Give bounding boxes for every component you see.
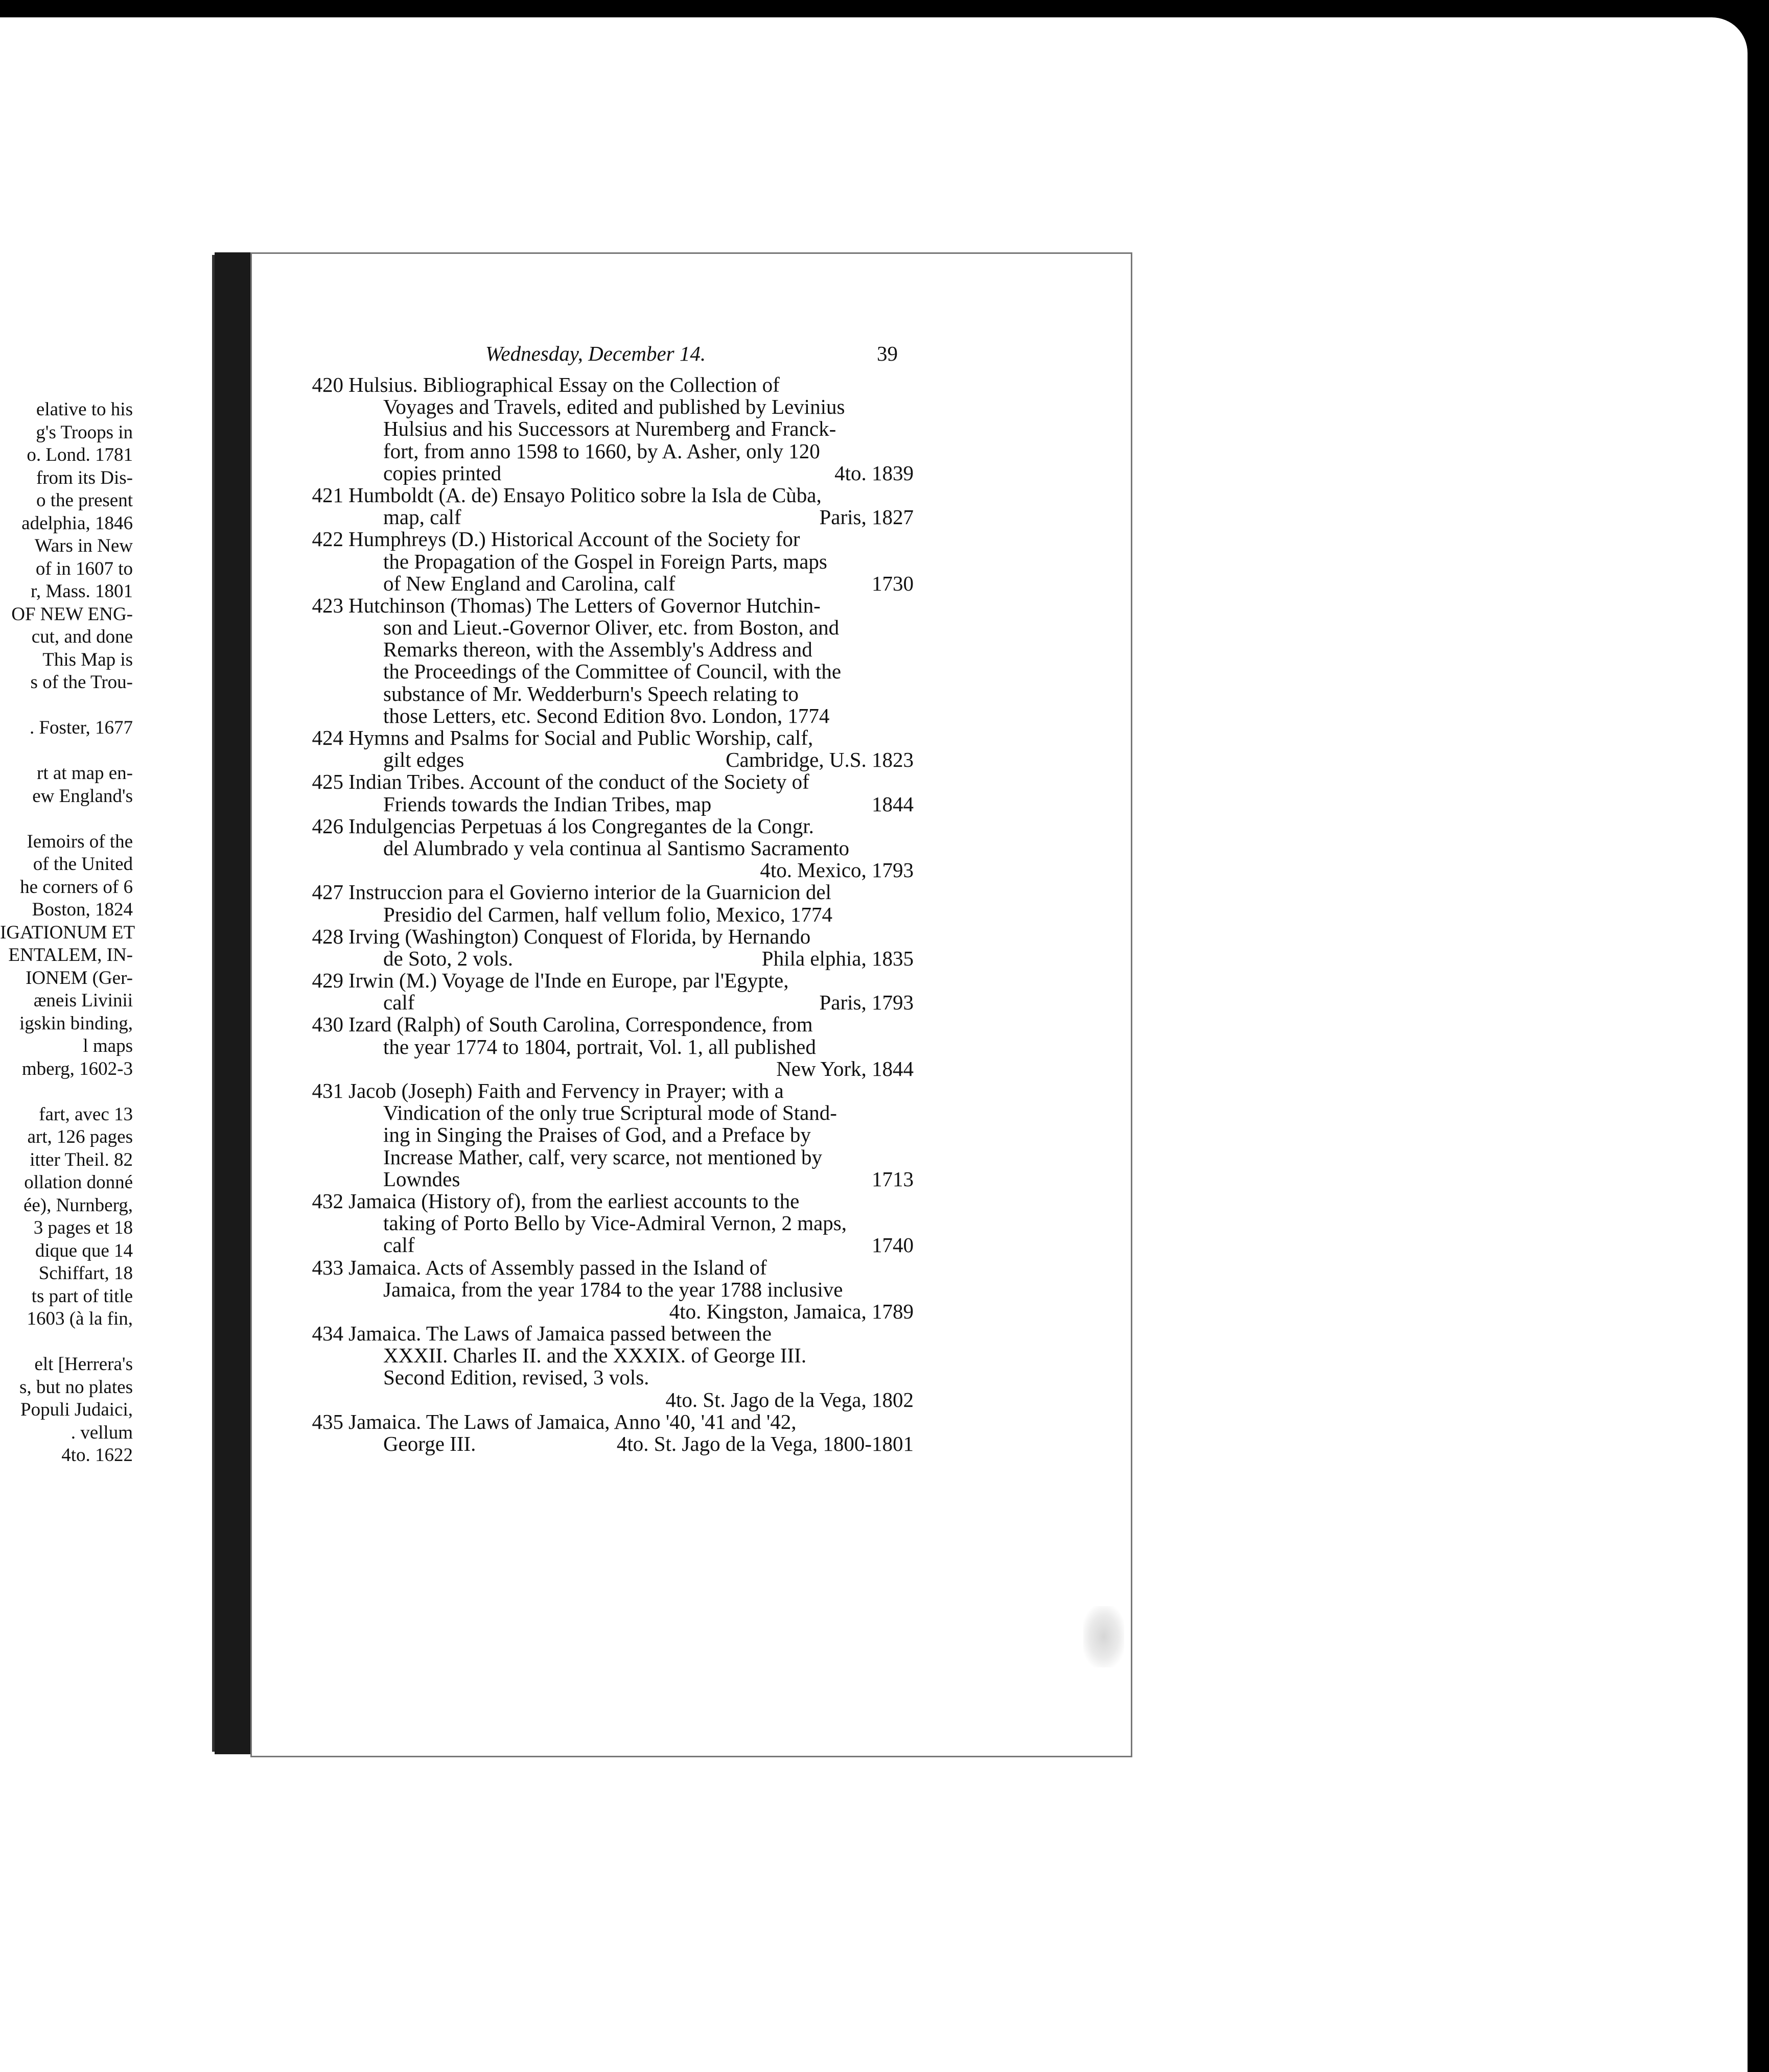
catalogue-entry	[301, 970, 914, 1014]
entry-line	[301, 837, 914, 859]
imprint: Paris, 1827	[819, 505, 914, 529]
entry-line	[301, 1257, 914, 1279]
entry-text: taking of Porto Bello by Vice-Admiral Vernon, 2 maps,	[383, 1211, 847, 1235]
left-page-fragment: o the present	[36, 490, 133, 511]
imprint: 4to. Kingston, Jamaica, 1789	[669, 1299, 914, 1323]
imprint: Paris, 1793	[819, 991, 914, 1015]
entry-text: calf	[383, 991, 415, 1015]
left-page-fragment: cut, and done	[31, 626, 133, 647]
catalogue-entries	[301, 374, 914, 1455]
left-page-fragment: adelphia, 1846	[21, 512, 133, 534]
entry-line	[301, 1367, 914, 1388]
left-page-fragment: art, 126 pages	[27, 1126, 133, 1147]
catalogue-entry	[301, 926, 914, 970]
entry-text: Voyages and Travels, edited and published by Levinius	[383, 395, 845, 419]
entry-line	[301, 1080, 914, 1102]
entry-line	[301, 639, 914, 661]
entry-line	[301, 1014, 914, 1035]
entry-text: fort, from anno 1598 to 1660, by A. Asher, only 120	[383, 439, 820, 463]
entry-line	[301, 1036, 914, 1058]
entry-text: the Proceedings of the Committee of Council, with the	[383, 660, 842, 684]
entry-text: Hulsius and his Successors at Nuremberg and Franck-	[383, 417, 836, 441]
left-page-fragment: o. Lond. 1781	[27, 444, 133, 465]
left-page-fragment: elative to his	[36, 399, 133, 420]
entry-line	[301, 881, 914, 903]
lot-number: 431	[312, 1079, 343, 1102]
entry-text: Second Edition, revised, 3 vols.	[383, 1365, 649, 1390]
left-page-fragment: s, but no plates	[19, 1376, 133, 1398]
entry-text: map, calf	[383, 505, 461, 529]
imprint: 1730	[872, 571, 914, 595]
entry-text: copies printed	[383, 461, 502, 485]
left-page-fragment: æneis Livinii	[33, 990, 133, 1011]
entry-line	[301, 462, 914, 484]
entry-text: those Letters, etc. Second Edition 8vo. London, 1774	[383, 703, 830, 727]
entry-line	[301, 1168, 914, 1190]
catalogue-entry	[301, 595, 914, 727]
entry-line	[301, 948, 914, 970]
imprint: 4to. St. Jago de la Vega, 1800-1801	[616, 1432, 914, 1455]
entry-line	[301, 1433, 914, 1455]
lot-number: 420	[312, 373, 343, 396]
entry-line	[301, 1279, 914, 1301]
left-page-fragment: Schiffart, 18	[38, 1263, 133, 1284]
entry-line	[301, 992, 914, 1014]
catalogue-entry	[301, 374, 914, 484]
catalogue-entry	[301, 771, 914, 815]
lot-number: 435	[312, 1409, 343, 1433]
entry-line	[301, 1301, 914, 1323]
entry-text: del Alumbrado y vela continua al Santismo Sacramento	[383, 836, 850, 860]
entry-text: Vindication of the only true Scriptural mode of Stand-	[383, 1101, 837, 1125]
lot-number: 426	[312, 814, 343, 838]
left-page	[0, 255, 215, 1752]
entry-line	[301, 705, 914, 727]
entry-line	[301, 1190, 914, 1212]
entry-text: Irving (Washington) Conquest of Florida, by Hernando	[348, 924, 811, 948]
book-gutter	[215, 252, 250, 1754]
catalogue-entry	[301, 1323, 914, 1411]
lot-number: 428	[312, 924, 343, 948]
left-page-fragment: Iemoirs of the	[27, 831, 133, 852]
entry-line	[301, 793, 914, 815]
left-page-fragment: igskin binding,	[19, 1013, 133, 1034]
left-page-fragment: r, Mass. 1801	[31, 581, 133, 602]
entry-text: son and Lieut.-Governor Oliver, etc. from Boston, and	[383, 616, 840, 640]
entry-line	[301, 661, 914, 682]
entry-text: Jamaica. The Laws of Jamaica passed between the	[348, 1322, 772, 1346]
left-page-fragment: 3 pages et 18	[33, 1217, 133, 1238]
entry-line	[301, 418, 914, 440]
catalogue-entry	[301, 528, 914, 595]
imprint: 1740	[872, 1233, 914, 1257]
entry-line	[301, 374, 914, 396]
entry-line	[301, 1146, 914, 1168]
entry-text: Jamaica. Acts of Assembly passed in the Island of	[348, 1255, 767, 1279]
running-header: Wednesday, December 14.	[485, 342, 706, 365]
left-page-fragment: ollation donné	[24, 1172, 133, 1193]
left-page-fragment: Wars in New	[34, 535, 133, 556]
left-page-fragment: OF NEW ENG-	[11, 603, 133, 625]
entry-line	[301, 506, 914, 528]
entry-line	[301, 1102, 914, 1124]
entry-text: George III.	[383, 1432, 476, 1455]
entry-line	[301, 926, 914, 948]
entry-line	[301, 573, 914, 595]
page-stain	[1083, 1606, 1124, 1667]
lot-number: 432	[312, 1189, 343, 1213]
entry-line	[301, 1411, 914, 1433]
lot-number: 424	[312, 726, 343, 749]
entry-text: Jamaica. The Laws of Jamaica, Anno '40, '41 and '42,	[348, 1409, 797, 1433]
entry-line	[301, 1345, 914, 1367]
entry-text: Indian Tribes. Account of the conduct of the Society of	[348, 770, 809, 794]
left-page-fragment: Populi Judaici,	[20, 1399, 133, 1420]
left-page-fragment: Boston, 1824	[32, 899, 133, 920]
entry-text: Irwin (M.) Voyage de l'Inde en Europe, par l'Egypte,	[348, 969, 789, 993]
entry-line	[301, 551, 914, 573]
entry-text: gilt edges	[383, 748, 464, 772]
lot-number: 422	[312, 527, 343, 551]
catalogue-entry	[301, 1257, 914, 1323]
entry-line	[301, 1389, 914, 1411]
entry-text: Jamaica (History of), from the earliest accounts to the	[348, 1189, 800, 1213]
left-page-fragment: ée), Nurnberg,	[23, 1194, 133, 1216]
imprint: 1844	[872, 792, 914, 816]
entry-line	[301, 484, 914, 506]
entry-line	[301, 815, 914, 837]
lot-number: 433	[312, 1255, 343, 1279]
left-page-fragment: ENTALEM, IN-	[8, 945, 133, 966]
imprint: New York, 1844	[776, 1056, 914, 1080]
entry-text: Presidio del Carmen, half vellum folio, Mexico, 1774	[383, 902, 833, 926]
left-page-fragment: IGATIONUM ET	[0, 922, 135, 943]
entry-text: Hulsius. Bibliographical Essay on the Collection of	[348, 373, 780, 396]
left-page-fragment: IONEM (Ger-	[26, 967, 133, 988]
catalogue-entry	[301, 815, 914, 882]
entry-text: Lowndes	[383, 1167, 460, 1191]
left-page-fragment: ew England's	[32, 785, 133, 807]
lot-number: 430	[312, 1013, 343, 1037]
entry-line	[301, 970, 914, 992]
entry-line	[301, 396, 914, 418]
catalogue-entry	[301, 1080, 914, 1190]
entry-text: Humphreys (D.) Historical Account of the Society for	[348, 527, 800, 551]
entry-line	[301, 749, 914, 771]
catalogue-entry	[301, 727, 914, 771]
imprint: 4to. St. Jago de la Vega, 1802	[665, 1387, 914, 1411]
catalogue-entry	[301, 484, 914, 528]
left-page-fragment: of the United	[33, 854, 133, 875]
left-page-fragment: . Foster, 1677	[29, 717, 133, 738]
left-page-fragment: l maps	[83, 1035, 133, 1056]
lot-number: 421	[312, 483, 343, 507]
catalogue-entry	[301, 1014, 914, 1080]
left-page-fragment: This Map is	[42, 649, 133, 670]
left-page-fragment: from its Dis-	[36, 467, 133, 488]
entry-line	[301, 1323, 914, 1345]
entry-text: Instruccion para el Govierno interior de la Guarnicion del	[348, 880, 831, 904]
catalogue-entry	[301, 881, 914, 925]
left-page-fragment: s of the Trou-	[30, 672, 133, 693]
entry-line	[301, 771, 914, 793]
left-page-fragment: of in 1607 to	[35, 558, 133, 579]
entry-text: Friends towards the Indian Tribes, map	[383, 792, 712, 816]
entry-line	[301, 440, 914, 462]
entry-text: Izard (Ralph) of South Carolina, Correspondence, from	[348, 1013, 813, 1037]
entry-line	[301, 595, 914, 617]
entry-text: Hymns and Psalms for Social and Public Worship, calf,	[348, 726, 813, 749]
entry-text: Jacob (Joseph) Faith and Fervency in Prayer; with a	[348, 1079, 784, 1102]
imprint: Phila elphia, 1835	[761, 946, 914, 970]
entry-line	[301, 1124, 914, 1146]
entry-line	[301, 617, 914, 639]
left-page-fragment: itter Theil. 82	[30, 1149, 133, 1170]
entry-text: of New England and Carolina, calf	[383, 571, 676, 595]
entry-line	[301, 683, 914, 705]
left-page-fragment: fart, avec 13	[39, 1103, 133, 1125]
left-page-fragment: mberg, 1602-3	[21, 1058, 133, 1079]
page-number: 39	[877, 342, 898, 365]
catalogue-entry	[301, 1411, 914, 1455]
lot-number: 427	[312, 880, 343, 904]
entry-line	[301, 1212, 914, 1234]
entry-line	[301, 528, 914, 550]
left-page-fragment: 4to. 1622	[61, 1445, 133, 1466]
lot-number: 434	[312, 1322, 343, 1346]
entry-text: Increase Mather, calf, very scarce, not mentioned by	[383, 1145, 822, 1169]
entry-text: Hutchinson (Thomas) The Letters of Governor Hutchin-	[348, 593, 821, 617]
entry-line	[301, 1234, 914, 1256]
imprint: Cambridge, U.S. 1823	[726, 748, 914, 772]
left-page-fragment: g's Troops in	[36, 421, 133, 443]
entry-text: Remarks thereon, with the Assembly's Address and	[383, 638, 812, 662]
imprint: 4to. Mexico, 1793	[760, 858, 914, 882]
imprint: 1713	[872, 1167, 914, 1191]
entry-text: calf	[383, 1233, 415, 1257]
left-page-fragment: . vellum	[71, 1422, 133, 1443]
entry-line	[301, 727, 914, 749]
entry-text: de Soto, 2 vols.	[383, 946, 513, 970]
lot-number: 429	[312, 969, 343, 993]
imprint: 4to. 1839	[834, 461, 914, 485]
left-page-fragment: ts part of title	[31, 1285, 133, 1307]
left-page-fragment: he corners of 6	[20, 876, 133, 898]
left-page-fragment: 1603 (à la fin,	[27, 1308, 133, 1329]
left-page-fragment: elt [Herrera's	[34, 1354, 133, 1375]
left-page-fragment: rt at map en-	[37, 763, 133, 784]
catalogue-entry	[301, 1190, 914, 1257]
left-page-fragment: dique que 14	[35, 1240, 133, 1261]
entry-text: Humboldt (A. de) Ensayo Politico sobre la Isla de Cùba,	[348, 483, 822, 507]
entry-text: XXXII. Charles II. and the XXXIX. of George III.	[383, 1344, 807, 1368]
entry-text: ing in Singing the Praises of God, and a Preface by	[383, 1123, 811, 1147]
entry-text: the Propagation of the Gospel in Foreign Parts, maps	[383, 549, 827, 573]
lot-number: 425	[312, 770, 343, 794]
entry-line	[301, 859, 914, 881]
entry-line	[301, 904, 914, 926]
entry-text: the year 1774 to 1804, portrait, Vol. 1, all published	[383, 1034, 816, 1058]
entry-text: substance of Mr. Wedderburn's Speech relating to	[383, 681, 799, 705]
entry-text: Jamaica, from the year 1784 to the year 1788 inclusive	[383, 1277, 843, 1301]
entry-line	[301, 1058, 914, 1080]
entry-text: Indulgencias Perpetuas á los Congregantes de la Congr.	[348, 814, 814, 838]
lot-number: 423	[312, 593, 343, 617]
